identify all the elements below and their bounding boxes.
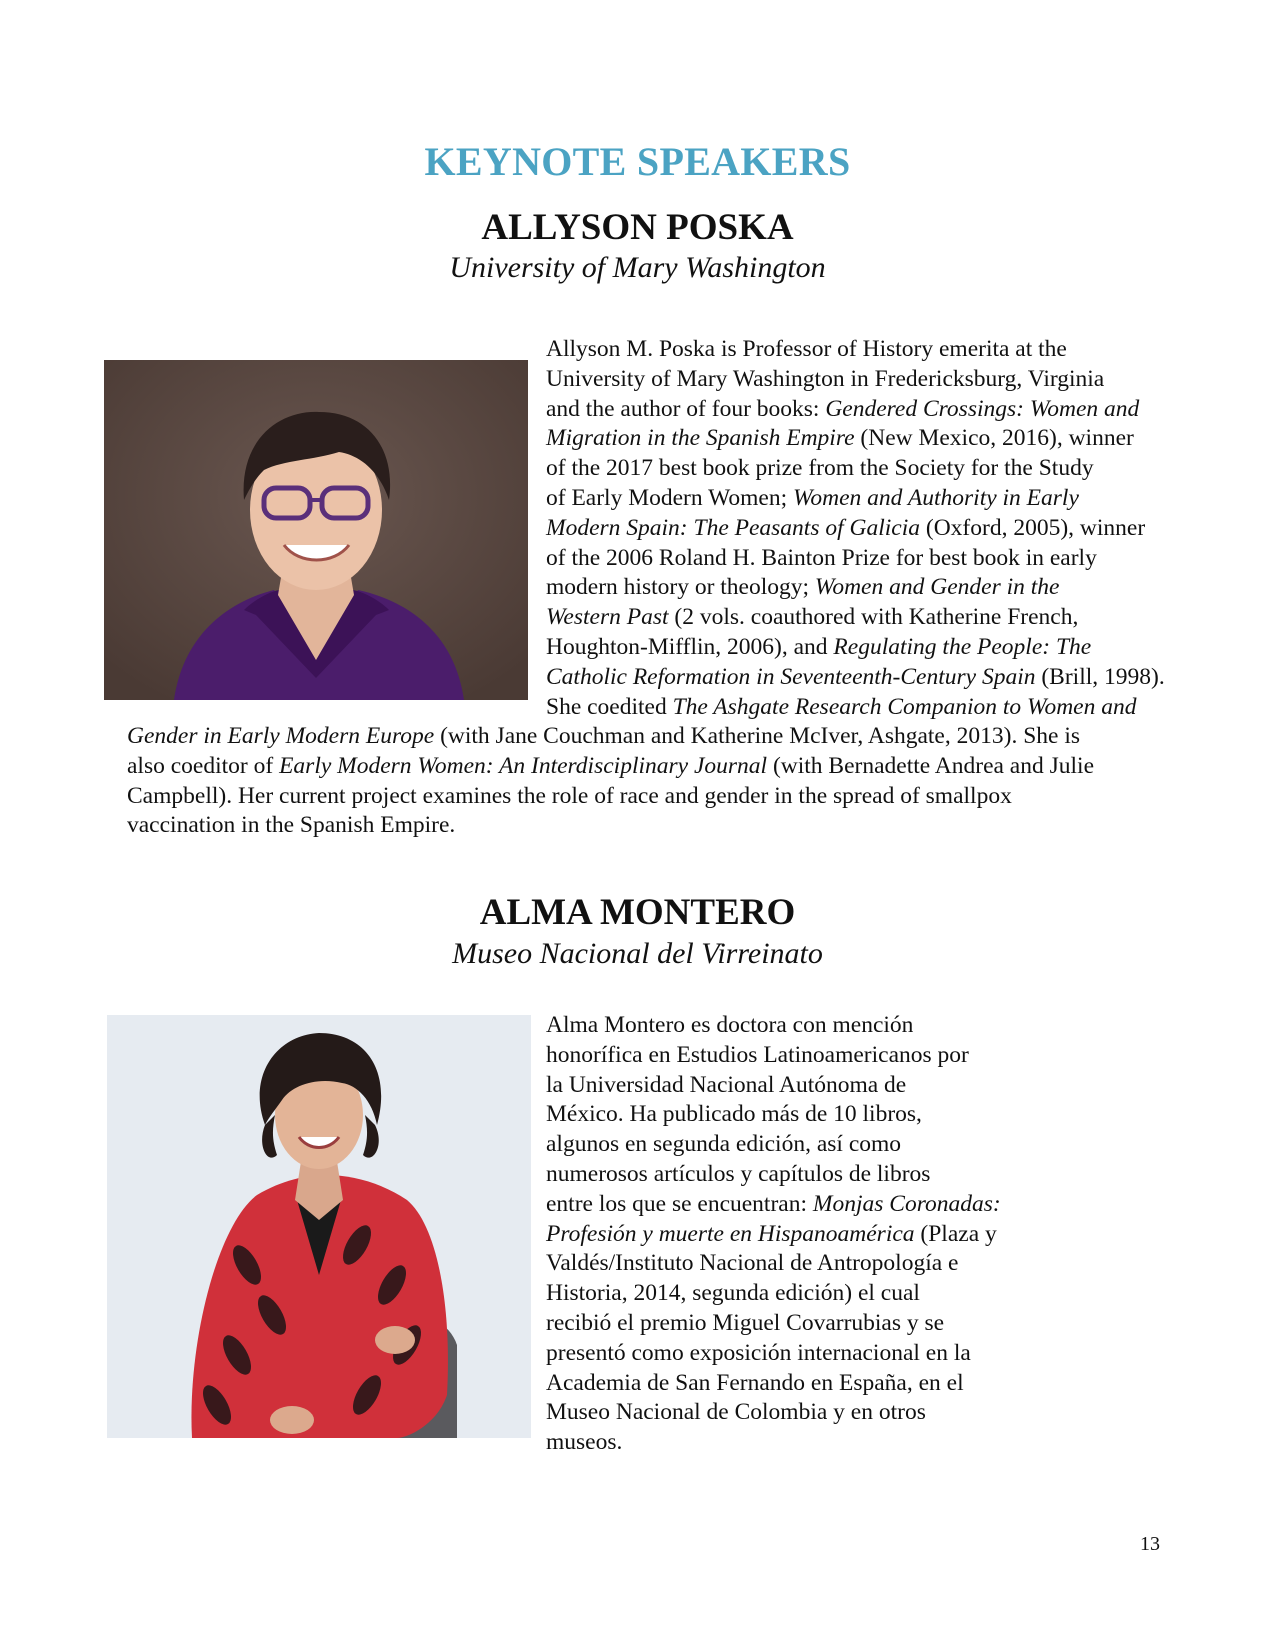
book-title: Western Past	[546, 604, 669, 631]
bio-line: recibió el premio Miguel Covarrubias y se	[546, 1309, 945, 1336]
bio-line	[546, 663, 1186, 693]
bio-text: Houghton-Mifflin, 2006), and	[546, 633, 834, 660]
bio-text: (New Mexico, 2016), winner	[854, 425, 1134, 452]
bio-text: She coedited	[546, 693, 673, 720]
bio-line: of the 2006 Roland H. Bainton Prize for best book in early	[546, 544, 1097, 571]
book-title: Migration in the Spanish Empire	[546, 425, 855, 452]
journal-title: Early Modern Women: An Interdisciplinary Journal	[279, 752, 768, 779]
bio-text: (2 vols. coauthored with Katherine French,	[668, 604, 1079, 631]
bio-line: Academia de San Fernando en España, en el	[546, 1369, 964, 1396]
book-title: Profesión y muerte en Hispanoamérica	[546, 1220, 915, 1247]
bio-line: vaccination in the Spanish Empire.	[127, 812, 456, 839]
bio-text: of Early Modern Women;	[546, 484, 793, 511]
bio-line	[546, 573, 1186, 603]
portrait-photo-icon	[104, 360, 528, 700]
bio-line: Valdés/Instituto Nacional de Antropología e	[546, 1250, 959, 1277]
speaker-bio-continued	[127, 722, 1197, 841]
bio-line: Allyson M. Poska is Professor of History emerita at the	[546, 336, 1067, 362]
bio-text: (with Jane Couchman and Katherine McIver, Ashgate, 2013). She is	[434, 723, 1080, 749]
bio-line	[546, 1220, 1046, 1250]
bio-line: honorífica en Estudios Latinoamericanos por	[546, 1041, 969, 1068]
book-title: Modern Spain: The Peasants of Galicia	[546, 514, 921, 541]
book-title: Gender in Early Modern Europe	[127, 723, 435, 749]
bio-text: (Plaza y	[914, 1220, 997, 1247]
bio-line: México. Ha publicado más de 10 libros,	[546, 1101, 922, 1128]
bio-line: numerosos artículos y capítulos de libros	[546, 1160, 931, 1187]
bio-text: (Oxford, 2005), winner	[920, 514, 1146, 541]
bio-line	[546, 424, 1186, 454]
bio-line: presentó como exposición internacional en la	[546, 1339, 971, 1366]
book-title: The Ashgate Research Companion to Women and	[672, 693, 1137, 720]
book-title: Catholic Reformation in Seventeenth-Century Spain	[546, 663, 1036, 690]
bio-line	[546, 484, 1186, 514]
book-title: Women and Authority in Early	[792, 484, 1079, 511]
speaker-name: ALLYSON POSKA	[481, 207, 794, 248]
bio-line	[546, 1190, 1046, 1220]
bio-line: Alma Montero es doctora con mención	[546, 1012, 914, 1038]
bio-line: Campbell). Her current project examines the role of race and gender in the spread of smallpox	[127, 782, 1012, 809]
bio-line: algunos en segunda edición, así como	[546, 1131, 902, 1158]
page-number: 13	[1140, 1533, 1160, 1555]
speaker-photo	[104, 360, 528, 700]
bio-line	[546, 395, 1186, 425]
speaker-affiliation: Museo Nacional del Virreinato	[452, 937, 823, 970]
bio-line: of the 2017 best book prize from the Society for the Study	[546, 455, 1094, 482]
speaker-name: ALMA MONTERO	[479, 892, 796, 933]
bio-text: also coeditor of	[127, 752, 280, 779]
bio-line: University of Mary Washington in Fredericksburg, Virginia	[546, 365, 1105, 392]
bio-text: (with Bernadette Andrea and Julie	[767, 752, 1094, 779]
speaker-bio	[546, 335, 1186, 722]
bio-text: modern history or theology;	[546, 574, 815, 601]
bio-line	[546, 693, 1186, 723]
bio-line: Historia, 2014, segunda edición) el cual	[546, 1280, 920, 1307]
bio-line	[127, 752, 1197, 782]
book-title: Regulating the People: The	[833, 633, 1092, 660]
section-title: KEYNOTE SPEAKERS	[424, 139, 851, 184]
speaker-bio	[546, 1011, 1046, 1458]
bio-line	[546, 603, 1186, 633]
portrait-photo-icon	[107, 1015, 531, 1438]
bio-line	[546, 633, 1186, 663]
speaker-affiliation: University of Mary Washington	[449, 251, 826, 284]
bio-text: (Brill, 1998).	[1035, 663, 1165, 690]
bio-line	[127, 722, 1197, 752]
book-title: Women and Gender in the	[814, 574, 1060, 601]
book-title: Gendered Crossings: Women and	[825, 395, 1140, 422]
bio-text: entre los que se encuentran:	[546, 1190, 813, 1217]
speaker-photo	[107, 1015, 531, 1438]
book-title: Monjas Coronadas:	[812, 1190, 1001, 1217]
bio-line: Museo Nacional de Colombia y en otros	[546, 1399, 926, 1426]
bio-line: museos.	[546, 1429, 623, 1456]
bio-text: and the author of four books:	[546, 395, 826, 422]
bio-line: la Universidad Nacional Autónoma de	[546, 1071, 907, 1098]
bio-line	[546, 514, 1186, 544]
